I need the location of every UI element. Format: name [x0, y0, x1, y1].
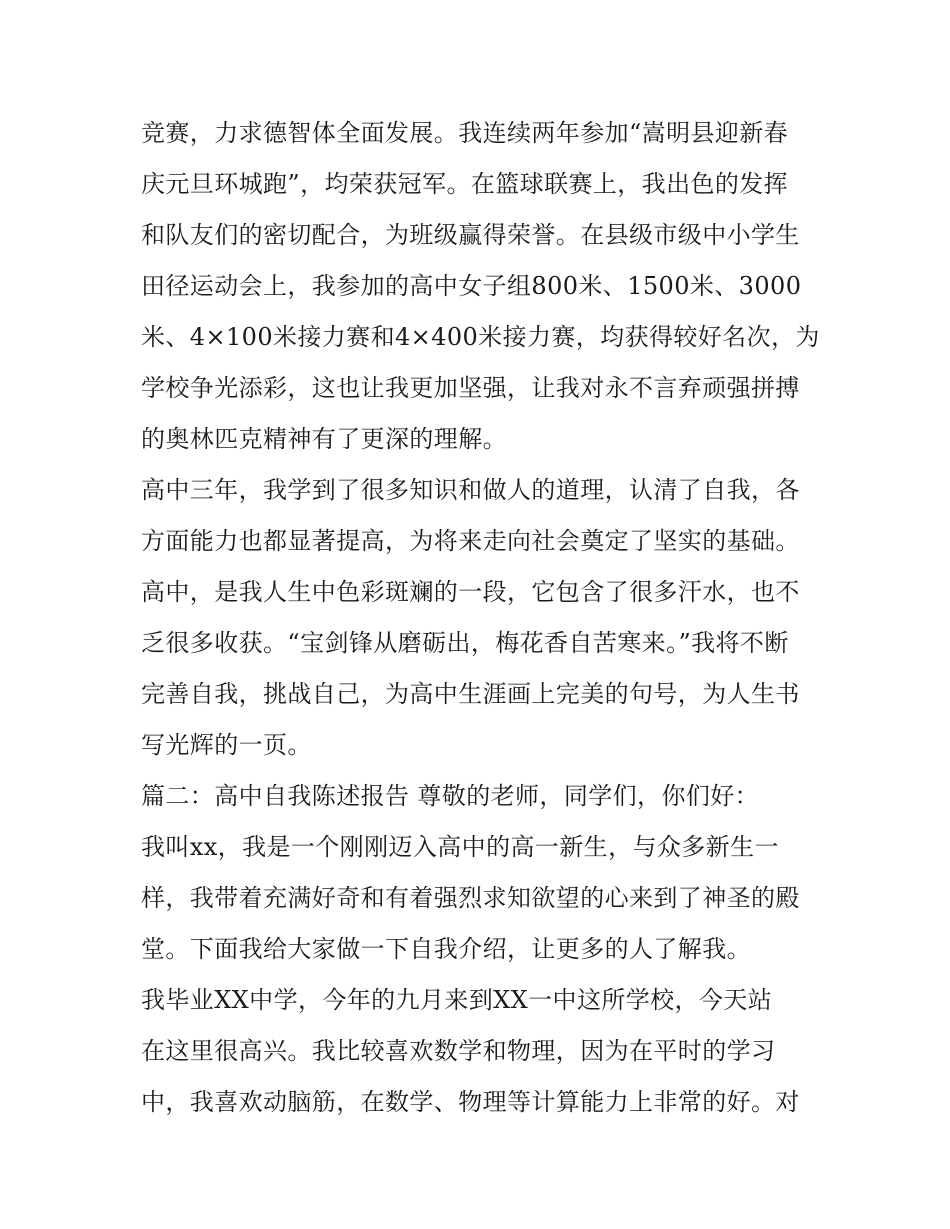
text-line: 完善自我，挑战自己，为高中生涯画上完美的句号，为人生书 [141, 680, 800, 708]
text-line: 的奥林匹克精神有了更深的理解。 [141, 425, 507, 453]
text-line: 米、4×100米接力赛和4×400米接力赛，均获得较好名次，为 [141, 323, 820, 351]
text-line: 堂。下面我给大家做一下自我介绍，让更多的人了解我。 [141, 935, 751, 963]
text-line: 田径运动会上，我参加的高中女子组800米、1500米、3000 [141, 272, 802, 300]
text-line: 样，我带着充满好奇和有着强烈求知欲望的心来到了神圣的殿 [141, 884, 800, 912]
text-line: 乏很多收获。“宝剑锋从磨砺出，梅花香自苦寒来。”我将不断 [141, 629, 789, 657]
text-line: 写光辉的一页。 [141, 731, 312, 759]
text-line: 学校争光添彩，这也让我更加坚强，让我对永不言弃顽强拼搏 [141, 374, 800, 402]
text-line: 高中三年，我学到了很多知识和做人的道理，认清了自我，各 [141, 476, 800, 504]
text-line: 我毕业XX中学，今年的九月来到XX一中这所学校，今天站 [141, 986, 773, 1014]
text-line: 高中，是我人生中色彩斑斓的一段，它包含了很多汗水，也不 [141, 578, 800, 606]
text-line: 我叫xx，我是一个刚刚迈入高中的高一新生，与众多新生一 [141, 833, 779, 861]
document-body [141, 108, 820, 1128]
text-line: 在这里很高兴。我比较喜欢数学和物理，因为在平时的学习 [141, 1037, 776, 1065]
text-line: 和队友们的密切配合，为班级赢得荣誉。在县级市级中小学生 [141, 221, 800, 249]
text-line: 方面能力也都显著提高，为将来走向社会奠定了坚实的基础。 [141, 527, 800, 555]
text-line: 中，我喜欢动脑筋，在数学、物理等计算能力上非常的好。对 [141, 1088, 800, 1116]
text-line: 竞赛，力求德智体全面发展。我连续两年参加“嵩明县迎新春 [141, 119, 789, 147]
section-heading-line: 篇二：高中自我陈述报告 尊敬的老师，同学们，你们好： [141, 782, 760, 810]
text-line: 庆元旦环城跑”，均荣获冠军。在篮球联赛上，我出色的发挥 [141, 170, 789, 198]
